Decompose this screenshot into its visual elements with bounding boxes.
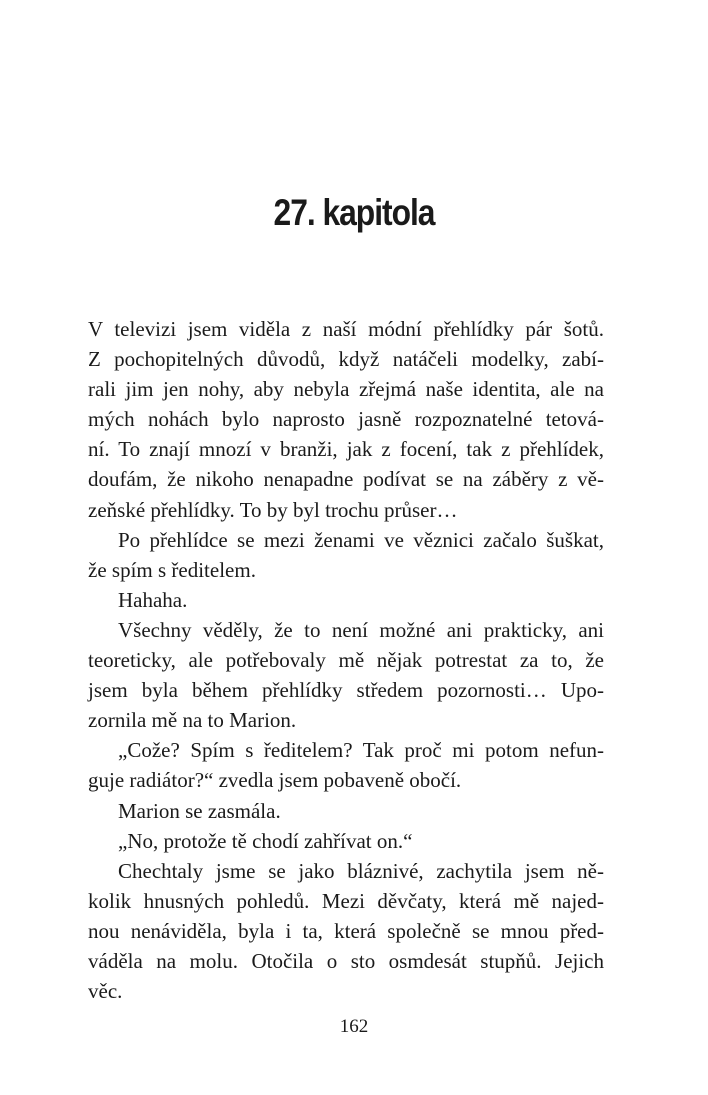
text-line: V televizi jsem viděla z naší módní přehlídky pár šotů. (88, 317, 604, 341)
text-line: Hahaha. (118, 587, 188, 612)
paragraph (88, 826, 604, 856)
text-line: teoreticky, ale potřebovaly mě nějak potrestat za to, že (88, 648, 604, 673)
text-line: „Cože? Spím s ředitelem? Tak proč mi potom nefun- (118, 738, 604, 763)
text-line: váděla na molu. Otočila o sto osmdesát stupňů. Jejich (88, 948, 604, 973)
text-line: jsem byla během přehlídky středem pozornosti… Upo- (88, 678, 604, 703)
paragraph (88, 615, 604, 735)
text-line: guje radiátor?“ zvedla jsem pobaveně obočí. (88, 768, 462, 793)
paragraph (88, 585, 604, 615)
text-line: kolik hnusných pohledů. Mezi děvčaty, která mě najed- (88, 888, 604, 913)
text-line: zornila mě na to Marion. (88, 708, 297, 733)
text-line: nou nenáviděla, byla i ta, která společně se mnou před- (88, 918, 604, 943)
chapter-title: 27. kapitola (273, 192, 435, 233)
text-line: zeňské přehlídky. To by byl trochu průser… (88, 497, 458, 522)
text-line: ní. To znají mnozí v branži, jak z focení, tak z přehlídek, (88, 437, 604, 462)
paragraph (88, 796, 604, 826)
text-line: Chechtaly jsme se jako bláznivé, zachytila jsem ně- (118, 858, 604, 883)
text-line: Z pochopitelných důvodů, když natáčeli modelky, zabí- (88, 347, 604, 372)
text-line: mých nohách bylo naprosto jasně rozpoznatelné tetová- (88, 407, 604, 432)
text-line: doufám, že nikoho nenapadne podívat se na záběry z vě- (88, 467, 604, 492)
page-number: 162 (339, 1016, 369, 1037)
text-line: Všechny věděly, že to není možné ani prakticky, ani (118, 617, 604, 642)
text-line: že spím s ředitelem. (88, 557, 256, 582)
paragraph (88, 856, 604, 1006)
text-line: Po přehlídce se mezi ženami ve věznici začalo šuškat, (118, 527, 604, 552)
text-line: rali jim jen nohy, aby nebyla zřejmá naše identita, ale na (88, 377, 604, 402)
text-line: věc. (88, 979, 123, 1004)
paragraph (88, 735, 604, 795)
paragraph (88, 525, 604, 585)
text-line: Marion se zasmála. (118, 798, 281, 823)
text-line: „No, protože tě chodí zahřívat on.“ (118, 828, 413, 853)
paragraph (88, 314, 604, 525)
body-text (88, 314, 604, 1006)
